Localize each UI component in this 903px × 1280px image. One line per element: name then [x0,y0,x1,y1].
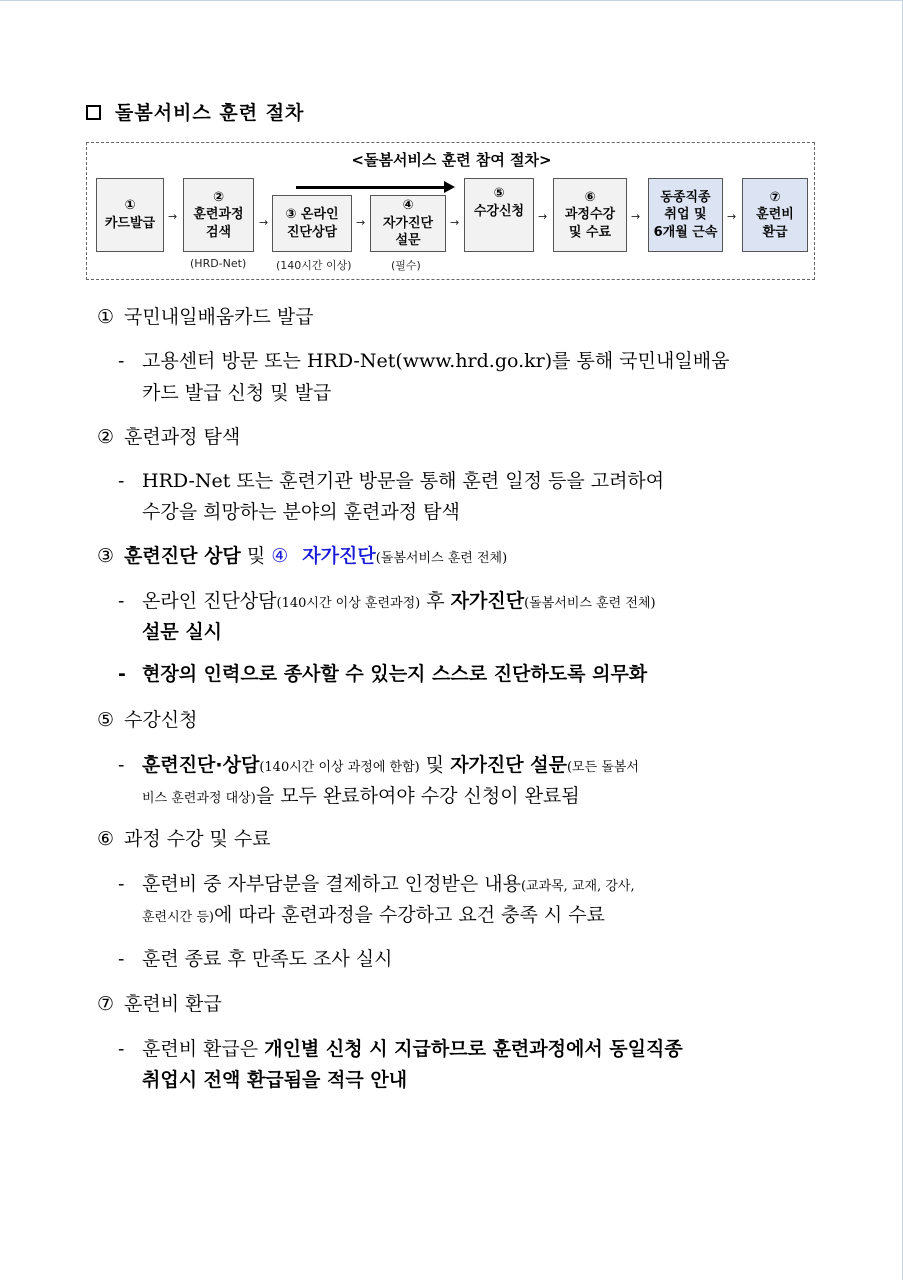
section-heading-enrollment: ⑤ 수강신청 [97,709,198,731]
step-self-diagnosis: ④ 자가진단 설문 [370,195,446,252]
step-online-counseling: ③ 온라인 진단상담 [272,195,352,252]
arrow-icon: → [450,216,460,229]
section-text: - HRD-Net 또는 훈련기관 방문을 통해 훈련 일정 등을 고려하여 [118,470,665,492]
section-heading-course-search: ② 훈련과정 탐색 [97,426,241,448]
section-text: 설문 실시 [142,621,223,643]
page-title: 돌봄서비스 훈련 절차 [86,98,304,125]
section-text: 카드 발급 신청 및 발급 [142,382,332,404]
step-refund: ⑦ 훈련비 환급 [742,178,808,252]
section-text: - 온라인 진단상담(140시간 이상 훈련과정) 후 자가진단(돌봄서비스 훈련 전체) [118,590,656,612]
section-heading-completion: ⑥ 과정 수강 및 수료 [97,828,271,850]
section-text: - 훈련진단·상담(140시간 이상 과정에 한함) 및 자가진단 설문(모든 돌봄서 [118,754,639,776]
long-arrow-icon [296,186,446,189]
step-course-completion: ⑥ 과정수강 및 수료 [553,178,627,252]
section-text: - 고용센터 방문 또는 HRD-Net(www.hrd.go.kr)를 통해 국민내일배움 [118,350,730,372]
section-text: - 현장의 인력으로 종사할 수 있는지 스스로 진단하도록 의무화 [118,663,648,685]
step-enrollment: ⑤ 수강신청 [464,178,534,252]
note-hrd-net: (HRD-Net) [190,257,247,270]
section-text: - 훈련비 환급은 개인별 신청 시 지급하므로 훈련과정에서 동일직종 [118,1038,683,1060]
section-text: - 훈련 종료 후 만족도 조사 실시 [118,948,393,970]
arrow-icon: → [631,210,641,223]
arrow-icon: → [259,216,269,229]
section-heading-diagnosis: ③ 훈련진단 상담 및 ④ 자가진단(돌봄서비스 훈련 전체) [97,545,508,567]
checkbox-square-icon [86,105,101,120]
note-140-hours: (140시간 이상) [276,259,352,272]
section-text: 비스 훈련과정 대상)을 모두 완료하여야 수강 신청이 완료됨 [142,785,580,807]
arrow-icon: → [727,210,737,223]
arrow-icon: → [538,210,548,223]
note-required: (필수) [391,259,421,272]
step-course-search: ② 훈련과정 검색 [183,178,254,252]
section-text: 수강을 희망하는 분야의 훈련과정 탐색 [142,501,460,523]
section-text: 취업시 전액 환급됨을 적극 안내 [142,1069,408,1091]
arrow-icon: → [356,216,366,229]
section-text: - 훈련비 중 자부담분을 결제하고 인정받은 내용(교과목, 교재, 강사, [118,873,635,895]
section-text: 훈련시간 등)에 따라 훈련과정을 수강하고 요건 충족 시 수료 [142,904,606,926]
section-heading-card: ① 국민내일배움카드 발급 [97,306,314,328]
arrow-icon: → [168,210,178,223]
section-heading-refund: ⑦ 훈련비 환급 [97,993,222,1015]
flow-title: <돌봄서비스 훈련 참여 절차> [351,151,552,169]
step-card-issue: ① 카드발급 [96,178,164,252]
step-employment: 동종직종 취업 및 6개월 근속 [648,178,723,252]
